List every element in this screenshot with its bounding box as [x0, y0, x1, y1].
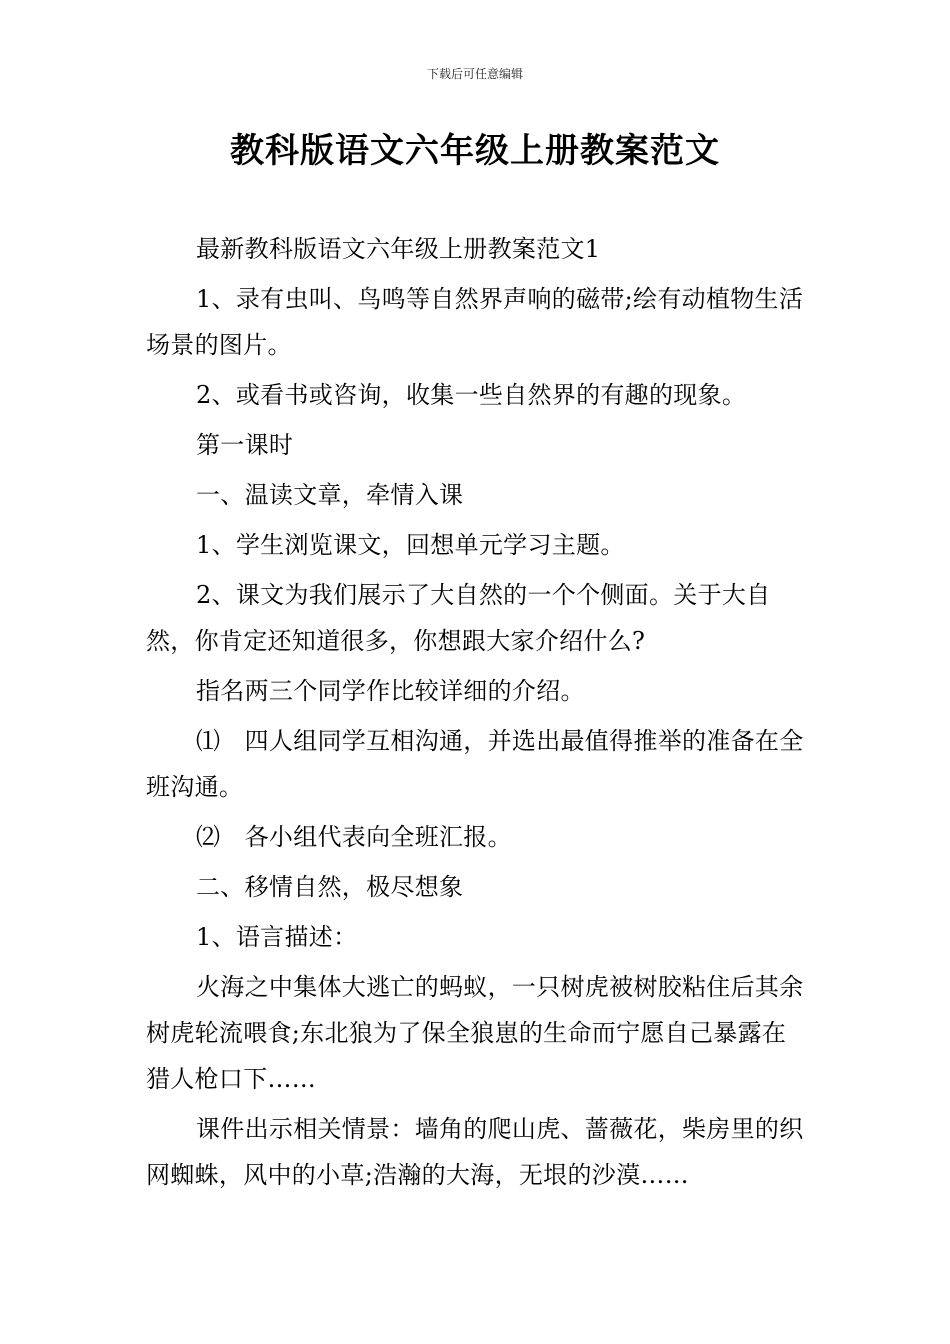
paragraph: 二、移情自然，极尽想象 [196, 873, 464, 901]
paragraph: 第一课时 [196, 431, 294, 459]
paragraph: ⑵ 各小组代表向全班汇报。 [196, 823, 512, 851]
paragraph: 最新教科版语文六年级上册教案范文1 [196, 235, 601, 263]
paragraph: 课件出示相关情景：墙角的爬山虎、蔷薇花，柴房里的织网蜘蛛，风中的小草;浩瀚的大海，无垠的沙漠…… [146, 1115, 804, 1189]
header-note: 下载后可任意编辑 [426, 67, 523, 81]
paragraph: 2、或看书或咨询，收集一些自然界的有趣的现象。 [196, 381, 747, 409]
paragraph: 1、语言描述： [196, 923, 358, 951]
paragraph: 2、课文为我们展示了大自然的一个个侧面。关于大自然，你肯定还知道很多，你想跟大家介绍什么? [146, 581, 771, 655]
paragraph: 火海之中集体大逃亡的蚂蚁，一只树虎被树胶粘住后其余树虎轮流喂食;东北狼为了保全狼崽的生命而宁愿自己暴露在猎人枪口下…… [146, 973, 804, 1093]
document-body [146, 226, 810, 1202]
document-title: 教科版语文六年级上册教案范文 [230, 131, 720, 171]
paragraph: 1、录有虫叫、鸟鸣等自然界声响的磁带;绘有动植物生活场景的图片。 [146, 285, 804, 359]
paragraph: 一、温读文章，牵情入课 [196, 481, 464, 509]
paragraph: ⑴ 四人组同学互相沟通，并选出最值得推举的准备在全班沟通。 [146, 727, 804, 801]
paragraph: 1、学生浏览课文，回想单元学习主题。 [196, 531, 625, 559]
paragraph: 指名两三个同学作比较详细的介绍。 [196, 677, 585, 705]
